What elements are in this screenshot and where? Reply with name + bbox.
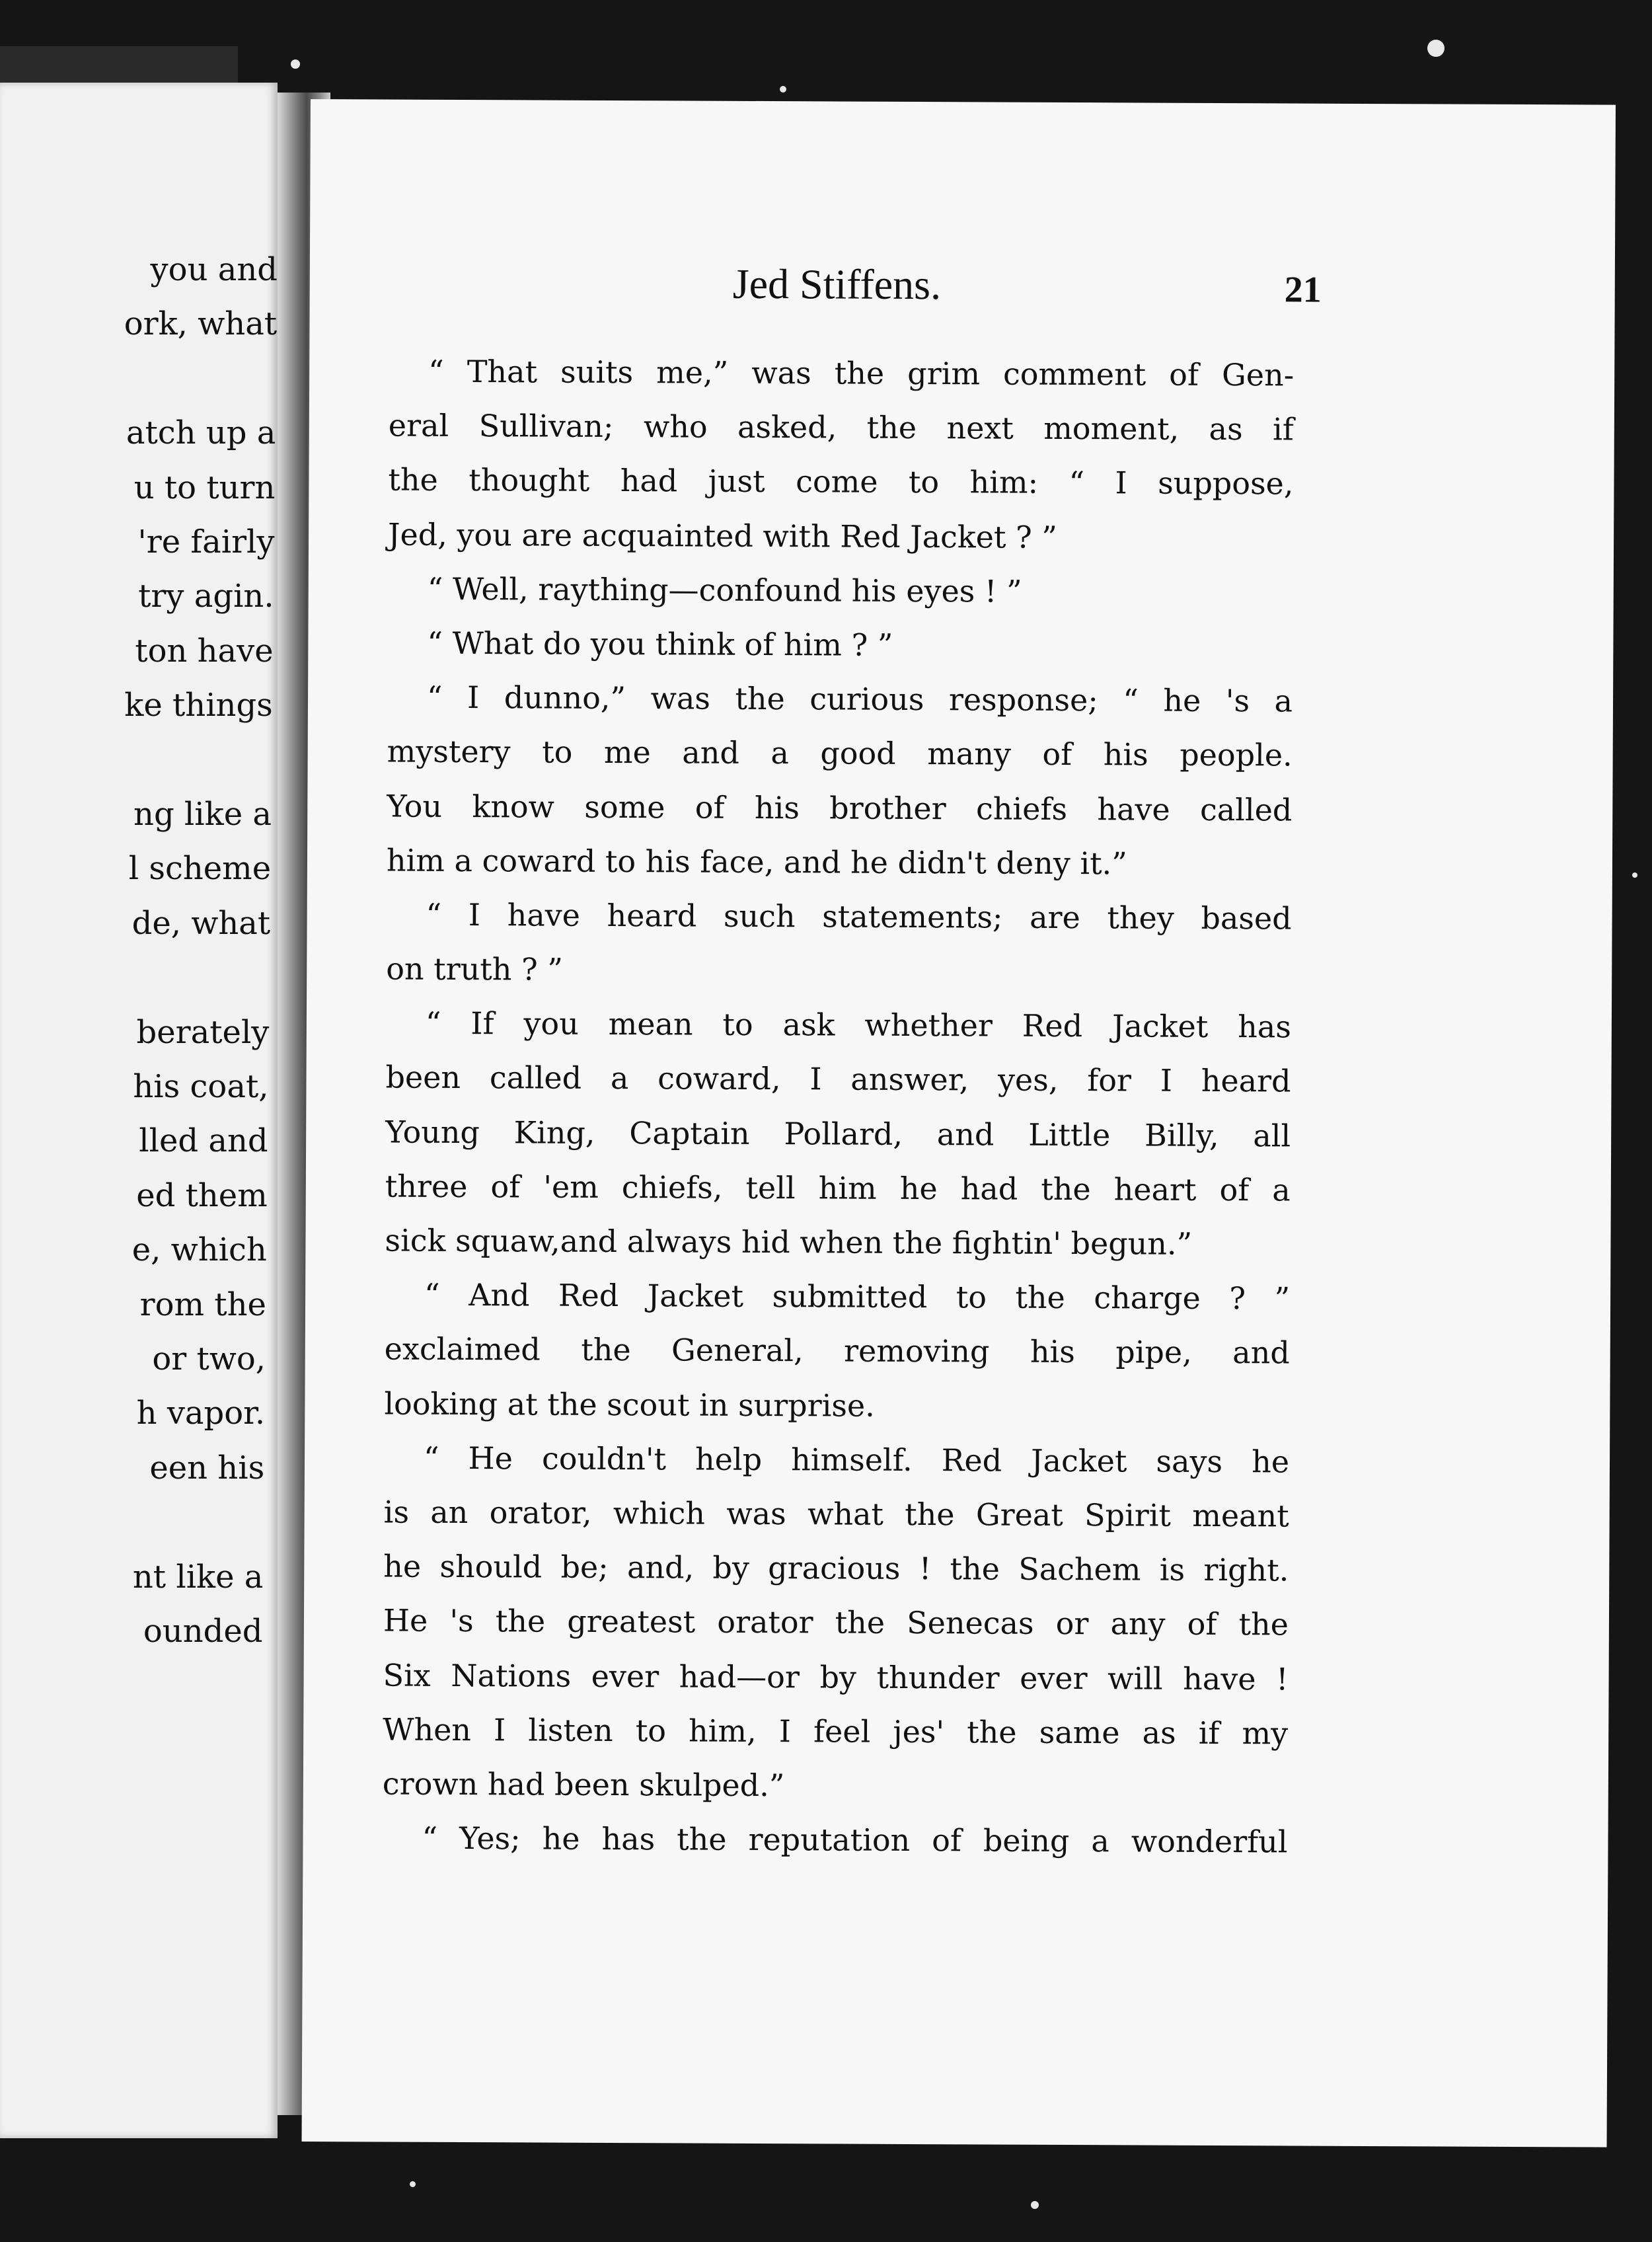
left-page-line: een his [149,1449,265,1487]
left-page-line: lled and [139,1122,268,1160]
right-page [302,99,1616,2147]
body-text-line: “ If you mean to ask whether Red Jacket has [425,1005,1292,1045]
dust-speck [410,2181,416,2187]
left-page-line: ed them [136,1177,268,1214]
body-text-line: three of 'em chiefs, tell him he had the heart of a [385,1168,1291,1208]
body-text-line: looking at the scout in surprise. [384,1385,875,1424]
running-head: Jed Stiffens. [732,260,942,309]
body-text-line: “ And Red Jacket submitted to the charge ? ” [424,1276,1291,1317]
body-text-line: eral Sullivan; who asked, the next moment, as if [388,407,1294,447]
left-page-line: or two, [152,1340,266,1377]
left-page-line: de, what [131,904,271,942]
body-text-line: exclaimed the General, removing his pipe, and [384,1331,1290,1371]
body-text-line: “ That suits me,” was the grim comment of Gen- [428,353,1295,393]
left-page-line: atch up a [126,414,276,452]
dust-speck [1427,40,1445,57]
body-text-line: is an orator, which was what the Great Spirit meant [383,1494,1289,1534]
body-text-line: “ Well, raything—confound his eyes ! ” [427,570,1022,609]
body-text-line: “ What do you think of him ? ” [427,625,893,663]
dust-speck [1031,2201,1039,2209]
dust-speck [1632,872,1637,878]
left-page-line: try agin. [138,578,274,615]
left-page-line: e, which [131,1231,267,1269]
left-page-line: ng like a [133,796,272,833]
body-text-line: “ I have heard such statements; are they based [426,896,1292,937]
body-text-line: he should be; and, by gracious ! the Sachem is right. [383,1548,1289,1588]
body-text-line: him a coward to his face, and he didn't deny it.” [386,842,1127,882]
left-page [0,83,278,2138]
left-page-line: l scheme [128,850,272,888]
dust-speck [780,86,786,93]
left-page-line: nt like a [132,1558,264,1596]
body-text-line: Young King, Captain Pollard, and Little Billy, all [385,1114,1291,1154]
body-text-line: crown had been skulped.” [382,1765,785,1804]
body-text-line: “ He couldn't help himself. Red Jacket says he [423,1440,1290,1480]
body-text-line: He 's the greatest orator the Senecas or any of the [383,1602,1289,1643]
body-text-line: on truth ? ” [386,950,563,987]
body-text-line: “ I dunno,” was the curious response; “ he 's a [426,679,1293,719]
left-page-line: rom the [139,1286,266,1323]
left-page-edge [0,46,238,86]
body-text-line: When I listen to him, I feel jes' the same as if my [383,1711,1289,1752]
left-page-line: ork, what [124,305,278,343]
left-page-line: u to turn [133,469,276,506]
body-text-line: Six Nations ever had—or by thunder ever will have ! [383,1657,1289,1697]
left-page-line: you and [150,251,278,288]
body-text-line: You know some of his brother chiefs have called [387,788,1293,828]
dust-speck [291,59,300,69]
body-text-line: the thought had just come to him: “ I suppose, [388,461,1294,502]
left-page-line: ounded [143,1613,263,1650]
body-text-line: “ Yes; he has the reputation of being a wonderful [422,1820,1288,1860]
left-page-line: berately [136,1013,270,1051]
body-text-line: sick squaw,and always hid when the fightin' begun.” [385,1222,1193,1262]
left-page-line: ke things [124,687,273,724]
body-text-line: been called a coward, I answer, yes, for I heard [385,1059,1291,1099]
left-page-line: ton have [135,632,274,670]
left-page-line: 're fairly [137,523,275,560]
body-text-line: mystery to me and a good many of his people. [387,733,1293,773]
page-number: 21 [1284,269,1322,311]
left-page-line: h vapor. [136,1395,266,1432]
left-page-line: his coat, [133,1068,269,1105]
body-text [382,344,1294,1869]
body-text-line: Jed, you are acquainted with Red Jacket ? ” [388,516,1057,555]
